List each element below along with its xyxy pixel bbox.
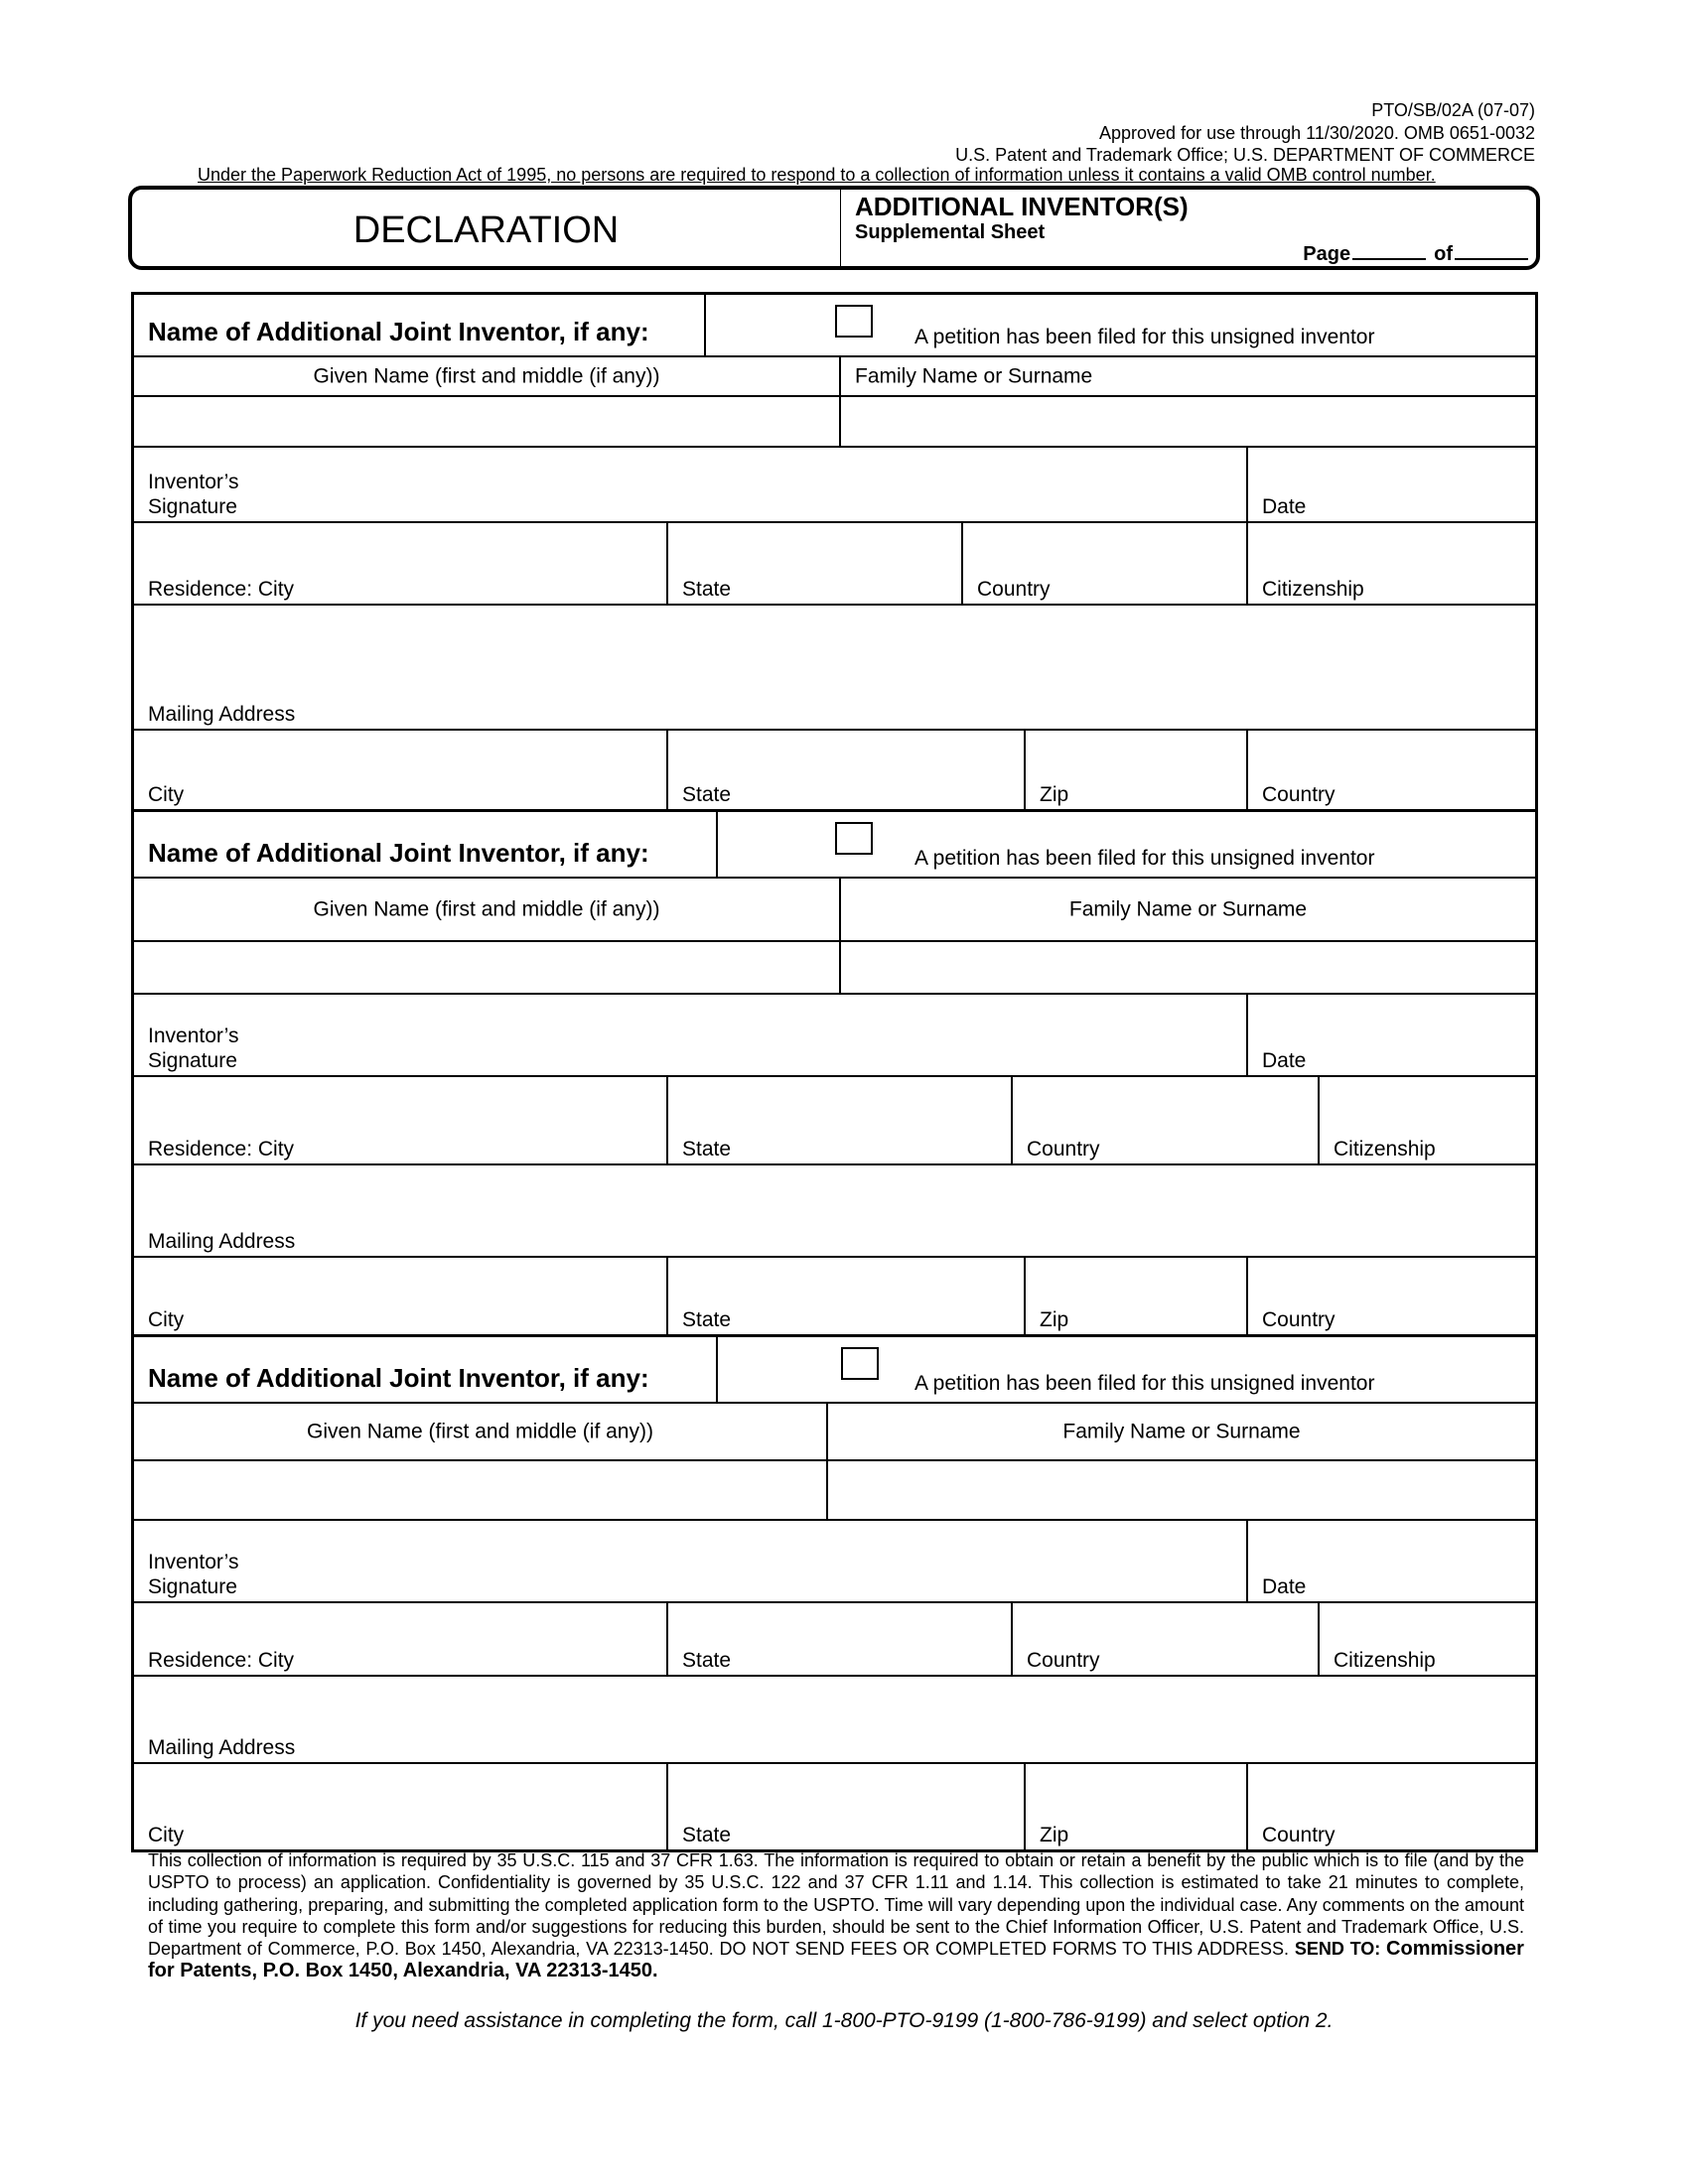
date-field[interactable] <box>1246 1521 1535 1601</box>
residence-city-field[interactable] <box>134 523 666 604</box>
form-row <box>134 940 1535 993</box>
residence-state-label: State <box>682 1649 732 1672</box>
mailing-state-label: State <box>682 1824 732 1846</box>
petition-label: A petition has been filed for this unsigned inventor <box>914 326 1375 348</box>
form-row <box>134 729 1535 809</box>
residence-state-field[interactable] <box>666 1077 1011 1163</box>
mailing-state-field[interactable] <box>666 1258 1024 1334</box>
page-total-input[interactable] <box>1455 258 1528 260</box>
page-of-field <box>1303 243 1528 266</box>
residence-city-label: Residence: City <box>148 578 295 601</box>
given-name-label: Given Name (first and middle (if any)) <box>307 1420 653 1443</box>
inventor-name-row <box>134 1334 1535 1402</box>
mailing-zip-field[interactable] <box>1024 1258 1246 1334</box>
petition-checkbox[interactable] <box>835 305 873 338</box>
inventor-form <box>131 292 1538 1852</box>
form-row <box>134 395 1535 446</box>
residence-state-label: State <box>682 1138 732 1160</box>
family-name-label: Family Name or Surname <box>1068 897 1308 921</box>
mailing-country-field[interactable] <box>1246 1764 1535 1849</box>
given-name-input[interactable] <box>134 942 839 993</box>
form-row <box>134 1601 1535 1675</box>
inventor-name-label: Name of Additional Joint Inventor, if any: <box>148 1363 649 1393</box>
residence-city-label: Residence: City <box>148 1138 295 1160</box>
paperwork-notice: Under the Paperwork Reduction Act of 1995, no persons are required to respond to a collection of information unless it contains a valid OMB control number. <box>198 165 1436 185</box>
residence-city-label: Residence: City <box>148 1649 295 1672</box>
form-cell <box>134 812 716 877</box>
form-row <box>134 1675 1535 1762</box>
mailing-city-field[interactable] <box>134 731 666 809</box>
mailing-city-field[interactable] <box>134 1764 666 1849</box>
form-cell <box>839 357 1535 395</box>
page-number-input[interactable] <box>1352 258 1426 260</box>
family-name-input[interactable] <box>839 397 1535 446</box>
form-cell <box>839 879 1535 940</box>
family-name-input[interactable] <box>839 942 1535 993</box>
form-row <box>134 877 1535 940</box>
mailing-city-label: City <box>148 783 185 806</box>
form-row <box>134 446 1535 521</box>
signature-field[interactable] <box>134 1521 1246 1601</box>
form-row <box>134 1459 1535 1519</box>
citizenship-label: Citizenship <box>1334 1138 1436 1160</box>
page-label: Page <box>1303 243 1351 265</box>
mailing-zip-label: Zip <box>1040 1308 1069 1331</box>
date-field[interactable] <box>1246 995 1535 1075</box>
signature-field[interactable] <box>134 995 1246 1075</box>
sheet-label: Supplemental Sheet <box>855 221 1046 243</box>
mailing-state-field[interactable] <box>666 1764 1024 1849</box>
petition-label: A petition has been filed for this unsigned inventor <box>914 1372 1375 1395</box>
mailing-city-field[interactable] <box>134 1258 666 1334</box>
mailing-country-label: Country <box>1262 1308 1336 1331</box>
mailing-country-field[interactable] <box>1246 1258 1535 1334</box>
residence-state-field[interactable] <box>666 523 961 604</box>
date-field[interactable] <box>1246 448 1535 521</box>
residence-state-label: State <box>682 578 732 601</box>
mailing-country-label: Country <box>1262 1824 1336 1846</box>
residence-state-field[interactable] <box>666 1603 1011 1675</box>
agency-name: U.S. Patent and Trademark Office; U.S. DEPARTMENT OF COMMERCE <box>955 145 1535 165</box>
residence-country-field[interactable] <box>1011 1603 1318 1675</box>
family-name-label: Family Name or Surname <box>855 364 1093 388</box>
family-name-input[interactable] <box>826 1461 1535 1519</box>
send-to-address: Commissioner for Patents, P.O. Box 1450, Alexandria, VA 22313-1450. <box>148 1938 1524 1982</box>
residence-country-field[interactable] <box>1011 1077 1318 1163</box>
form-metadata <box>955 99 1535 167</box>
signature-label: Inventor’s Signature <box>148 1551 239 1598</box>
of-label: of <box>1434 243 1453 265</box>
mailing-state-label: State <box>682 1308 732 1331</box>
citizenship-field[interactable] <box>1318 1603 1535 1675</box>
family-name-label: Family Name or Surname <box>1062 1420 1301 1443</box>
form-row <box>134 604 1535 729</box>
date-label: Date <box>1262 495 1307 518</box>
date-label: Date <box>1262 1575 1307 1598</box>
mailing-city-label: City <box>148 1308 185 1331</box>
signature-label: Inventor’s Signature <box>148 471 239 518</box>
petition-checkbox[interactable] <box>835 822 873 855</box>
burden-statement <box>148 1849 1524 1982</box>
residence-city-field[interactable] <box>134 1603 666 1675</box>
signature-label: Inventor’s Signature <box>148 1024 239 1072</box>
petition-checkbox[interactable] <box>841 1347 879 1380</box>
form-cell <box>134 1337 716 1402</box>
residence-country-label: Country <box>1027 1138 1100 1160</box>
mailing-zip-field[interactable] <box>1024 1764 1246 1849</box>
signature-field[interactable] <box>134 448 1246 521</box>
mailing-address-field[interactable] <box>134 1677 1535 1762</box>
form-row <box>134 993 1535 1075</box>
mailing-address-field[interactable] <box>134 1165 1535 1256</box>
form-cell <box>134 1404 826 1459</box>
inventor-name-label: Name of Additional Joint Inventor, if any: <box>148 317 649 346</box>
mailing-address-label: Mailing Address <box>148 1230 296 1253</box>
given-name-label: Given Name (first and middle (if any)) <box>313 897 660 921</box>
inventor-name-row <box>134 809 1535 877</box>
omb-approval: Approved for use through 11/30/2020. OMB 0651-0032 <box>1099 122 1535 143</box>
given-name-label: Given Name (first and middle (if any)) <box>313 364 660 388</box>
petition-cell <box>704 295 1535 355</box>
form-row <box>134 1256 1535 1334</box>
citizenship-label: Citizenship <box>1262 578 1364 601</box>
residence-country-label: Country <box>977 578 1051 601</box>
form-cell <box>134 295 704 355</box>
form-row <box>134 1075 1535 1163</box>
residence-country-label: Country <box>1027 1649 1100 1672</box>
residence-city-field[interactable] <box>134 1077 666 1163</box>
mailing-zip-field[interactable] <box>1024 731 1246 809</box>
citizenship-label: Citizenship <box>1334 1649 1436 1672</box>
form-cell <box>826 1404 1535 1459</box>
citizenship-field[interactable] <box>1318 1077 1535 1163</box>
given-name-input[interactable] <box>134 1461 826 1519</box>
form-title: DECLARATION <box>352 209 620 251</box>
form-header-box <box>128 186 1540 270</box>
form-row <box>134 355 1535 395</box>
mailing-address-field[interactable] <box>134 606 1535 729</box>
form-row <box>134 1402 1535 1459</box>
assistance-note: If you need assistance in completing the form, call 1-800-PTO-9199 (1-800-786-9199) and select option 2. <box>354 2009 1334 2032</box>
given-name-input[interactable] <box>134 397 839 446</box>
inventor-name-label: Name of Additional Joint Inventor, if any: <box>148 838 649 868</box>
form-row <box>134 1163 1535 1256</box>
citizenship-field[interactable] <box>1246 523 1535 604</box>
mailing-zip-label: Zip <box>1040 783 1069 806</box>
residence-country-field[interactable] <box>961 523 1246 604</box>
inventor-name-row <box>134 295 1535 355</box>
petition-label: A petition has been filed for this unsigned inventor <box>914 847 1375 870</box>
burden-text: This collection of information is required by 35 U.S.C. 115 and 37 CFR 1.63. The information is required to obtain or retain a benefit by the public which is to file (and by the USPTO to process) an application. Confidentiality is governed by 35 U.S.C. 122 and 37 CFR 1.11 and 1.14. This collection is estimated to take 21 minutes to complete, including gathering, preparing, and submitting the completed application form to the USPTO. Time will vary depending upon the individual case. Any comments on the amount of time you require to complete this form and/or suggestions for reducing this burden, should be sent to the Chief Information Officer, U.S. Patent and Trademark Office, U.S. Department of Commerce, P.O. Box 1450, Alexandria, VA 22313-1450. DO NOT SEND FEES OR COMPLETED FORMS TO THIS ADDRESS. <box>148 1850 1524 1960</box>
form-row <box>134 521 1535 604</box>
mailing-address-label: Mailing Address <box>148 1736 296 1759</box>
petition-cell <box>716 1337 1535 1402</box>
form-cell <box>134 357 839 395</box>
mailing-address-label: Mailing Address <box>148 703 296 726</box>
mailing-city-label: City <box>148 1824 185 1846</box>
form-subtitle: ADDITIONAL INVENTOR(S) <box>855 192 1189 221</box>
petition-cell <box>716 812 1535 877</box>
mailing-state-field[interactable] <box>666 731 1024 809</box>
form-number: PTO/SB/02A (07-07) <box>1371 100 1535 120</box>
form-cell <box>134 879 839 940</box>
form-row <box>134 1519 1535 1601</box>
mailing-country-label: Country <box>1262 783 1336 806</box>
mailing-country-field[interactable] <box>1246 731 1535 809</box>
date-label: Date <box>1262 1049 1307 1072</box>
mailing-state-label: State <box>682 783 732 806</box>
mailing-zip-label: Zip <box>1040 1824 1069 1846</box>
form-row <box>134 1762 1535 1849</box>
send-to-label: SEND TO: <box>1294 1939 1381 1960</box>
